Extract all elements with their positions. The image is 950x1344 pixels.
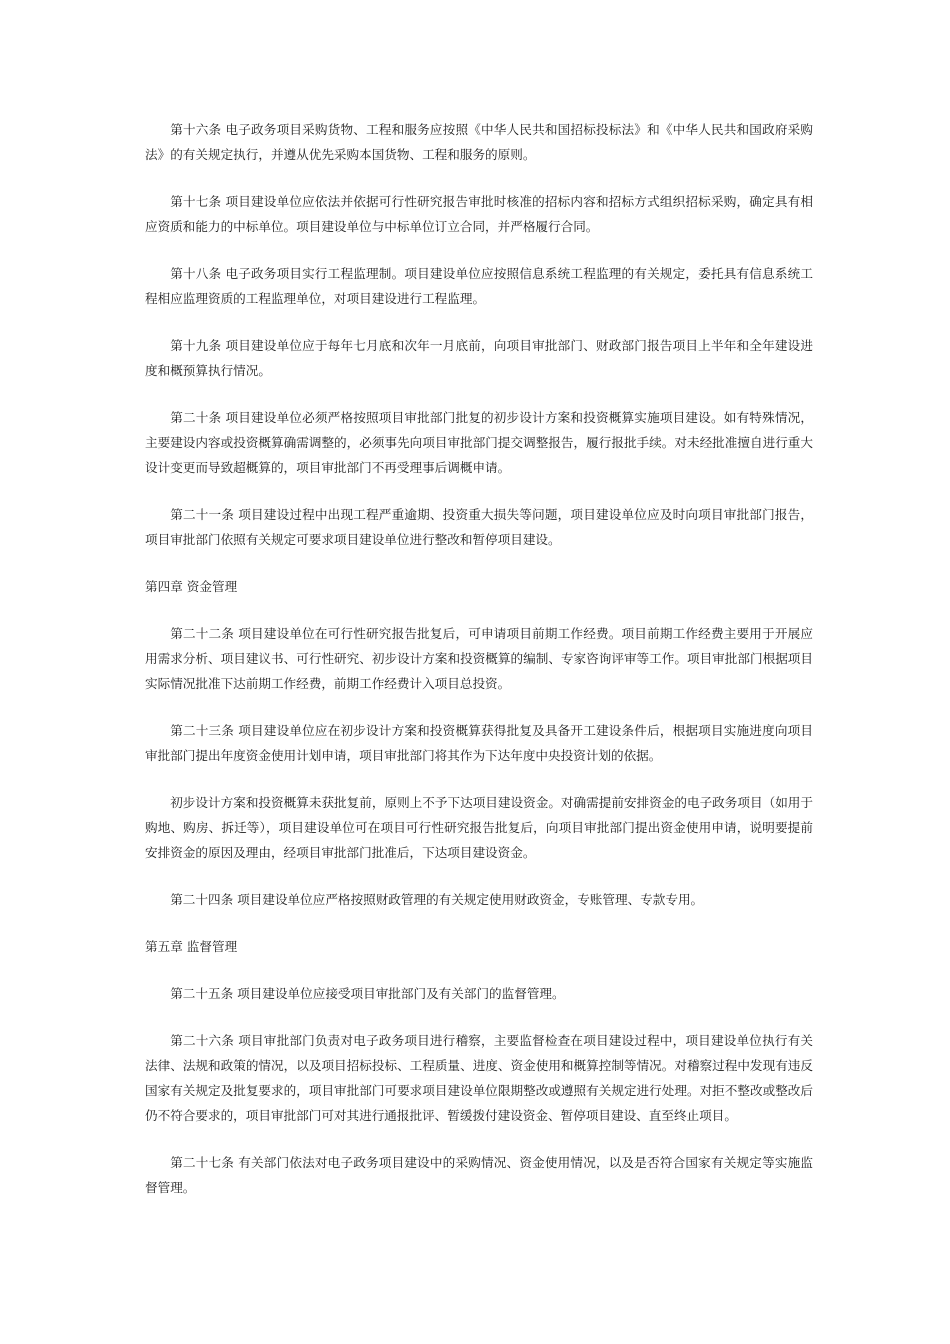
article-21: 第二十一条 项目建设过程中出现工程严重逾期、投资重大损失等问题，项目建设单位应及时向项目审批部门报告，项目审批部门依照有关规定可要求项目建设单位进行整改和暂停项目建设。 <box>145 507 813 547</box>
article-17: 第十七条 项目建设单位应依法并依据可行性研究报告审批时核准的招标内容和招标方式组织招标采购，确定具有相应资质和能力的中标单位。项目建设单位与中标单位订立合同，并严格履行合同。 <box>145 194 813 234</box>
article-26: 第二十六条 项目审批部门负责对电子政务项目进行稽察，主要监督检查在项目建设过程中，项目建设单位执行有关法律、法规和政策的情况，以及项目招标投标、工程质量、进度、资金使用和概算控制等情况。对稽察过程中发现有违反国家有关规定及批复要求的，项目审批部门可要求项目建设单位限期整改或遵照有关规定进行处理。对拒不整改或整改后仍不符合要求的，项目审批部门可对其进行通报批评、暂缓拨付建设资金、暂停项目建设、直至终止项目。 <box>145 1033 813 1123</box>
article-25: 第二十五条 项目建设单位应接受项目审批部门及有关部门的监督管理。 <box>170 986 565 1001</box>
article-20: 第二十条 项目建设单位必须严格按照项目审批部门批复的初步设计方案和投资概算实施项目建设。如有特殊情况，主要建设内容或投资概算确需调整的，必须事先向项目审批部门提交调整报告，履行报批手续。对未经批准擅自进行重大设计变更而导致超概算的，项目审批部门不再受理事后调概申请。 <box>145 410 813 475</box>
article-24: 第二十四条 项目建设单位应严格按照财政管理的有关规定使用财政资金，专账管理、专款专用。 <box>170 892 704 907</box>
chapter-5-heading: 第五章 监督管理 <box>145 939 238 954</box>
article-23-continued: 初步设计方案和投资概算未获批复前，原则上不予下达项目建设资金。对确需提前安排资金的电子政务项目（如用于购地、购房、拆迁等），项目建设单位可在项目可行性研究报告批复后，向项目审批部门提出资金使用申请，说明要提前安排资金的原因及理由，经项目审批部门批准后，下达项目建设资金。 <box>145 795 813 860</box>
article-23: 第二十三条 项目建设单位应在初步设计方案和投资概算获得批复及具备开工建设条件后，根据项目实施进度向项目审批部门提出年度资金使用计划申请，项目审批部门将其作为下达年度中央投资计划的依据。 <box>145 723 813 763</box>
article-19: 第十九条 项目建设单位应于每年七月底和次年一月底前，向项目审批部门、财政部门报告项目上半年和全年建设进度和概预算执行情况。 <box>145 338 813 378</box>
article-18: 第十八条 电子政务项目实行工程监理制。项目建设单位应按照信息系统工程监理的有关规定，委托具有信息系统工程相应监理资质的工程监理单位，对项目建设进行工程监理。 <box>145 266 813 306</box>
chapter-4-heading: 第四章 资金管理 <box>145 579 238 594</box>
article-27: 第二十七条 有关部门依法对电子政务项目建设中的采购情况、资金使用情况，以及是否符合国家有关规定等实施监督管理。 <box>145 1155 813 1195</box>
document-page <box>145 117 813 1222</box>
article-22: 第二十二条 项目建设单位在可行性研究报告批复后，可申请项目前期工作经费。项目前期工作经费主要用于开展应用需求分析、项目建议书、可行性研究、初步设计方案和投资概算的编制、专家咨询评审等工作。项目审批部门根据项目实际情况批准下达前期工作经费，前期工作经费计入项目总投资。 <box>145 626 813 691</box>
article-16: 第十六条 电子政务项目采购货物、工程和服务应按照《中华人民共和国招标投标法》和《中华人民共和国政府采购法》的有关规定执行，并遵从优先采购本国货物、工程和服务的原则。 <box>145 122 813 162</box>
